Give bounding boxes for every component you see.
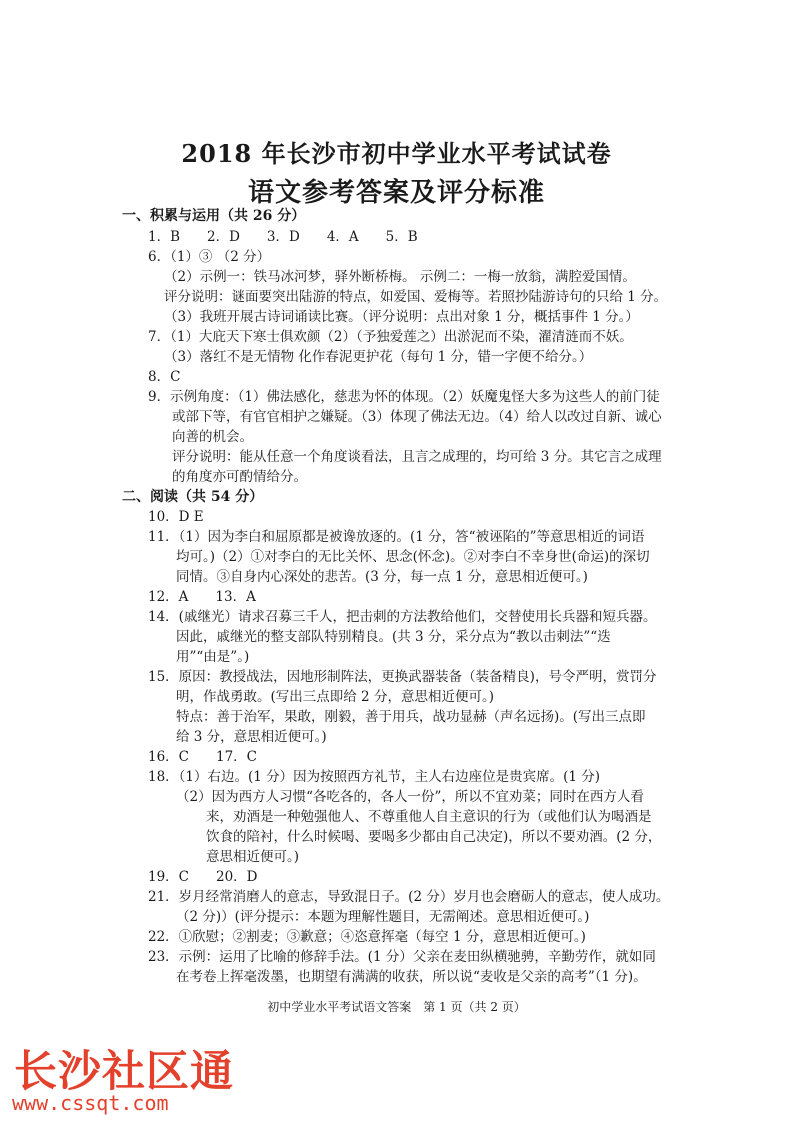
answer-line: 意思相近便可。) [206, 849, 300, 865]
answer-line: 7．（1）大庇天下寒士俱欢颜（2）（予独爱莲之）出淤泥而不染，濯清涟而不妖。 [148, 329, 633, 345]
page-subtitle: 语文参考答案及评分标准 [247, 178, 545, 208]
answer-line: 14．(戚继光）请求召募三千人，把击刺的方法教给他们，交替使用长兵器和短兵器。 [148, 609, 657, 625]
answer-line: 11．（1）因为李白和屈原都是被谗放逐的。(1 分，答“被诬陷的”等意思相近的词语 [148, 529, 645, 545]
answer-line: 15．原因：教授战法，因地形制阵法，更换武器装备（装备精良)，号令严明，赏罚分 [148, 669, 657, 685]
watermark-logo: 长沙社区通 [14, 1047, 234, 1097]
answer-line: 19．C 20．D [148, 869, 258, 885]
answer-line: 的角度亦可酌情给分。 [172, 469, 307, 485]
answer-line: 18．（1）右边。(1 分）因为按照西方礼节，主人右边座位是贵宾席。(1 分) [148, 769, 601, 785]
answer-line: 来，劝酒是一种勉强他人、不尊重他人自主意识的行为（或他们认为喝酒是 [206, 809, 652, 825]
answer-line: 给 3 分，意思相近便可。) [176, 729, 327, 745]
answer-line: 因此，戚继光的整支部队特别精良。(共 3 分，采分点为“教以击刺法”“迭 [176, 629, 611, 645]
answer-line: （2 分)）(评分提示：本题为理解性题目，无需阐述。意思相近便可。) [176, 909, 590, 925]
answer-line: 用”“由是”。) [176, 649, 250, 665]
answer-line: 1．B 2．D 3．D 4．A 5．B [148, 229, 418, 245]
answer-line: 16．C 17．C [148, 749, 258, 765]
answer-line: （3）我班开展古诗词诵读比赛。（评分说明：点出对象 1 分，概括事件 1 分。） [164, 309, 639, 325]
section-heading: 一、积累与运用（共 26 分） [122, 208, 306, 224]
answer-line: 评分说明：谜面要突出陆游的特点，如爱国、爱梅等。若照抄陆游诗句的只给 1 分。 [164, 289, 668, 305]
answer-line: 12．A 13．A [148, 589, 256, 605]
answer-line: 8．C [148, 369, 181, 385]
answer-line: 在考卷上挥毫泼墨，也期望有满满的收获，所以说“麦收是父亲的高考”（1 分)。 [176, 969, 647, 985]
answer-line: 同情。③自身内心深处的悲苦。(3 分，每一点 1 分，意思相近便可。) [176, 569, 588, 585]
page-footer: 初中学业水平考试语文答案 第 1 页（共 2 页） [267, 1000, 526, 1014]
answer-line: 22．①欣慰；②割麦；③歉意；④恣意挥毫（每空 1 分，意思相近便可。) [148, 929, 586, 945]
answer-line: 或部下等，有官官相护之嫌疑。（3）体现了佛法无边。（4）给人以改过自新、诚心 [172, 409, 662, 425]
page-title: 2018 年长沙市初中学业水平考试试卷 [181, 139, 612, 168]
answer-line: 均可。)（2）①对李白的无比关怀、思念(怀念)。②对李白不幸身世(命运)的深切 [176, 549, 650, 565]
answer-line: 23．示例：运用了比喻的修辞手法。(1 分）父亲在麦田纵横驰骋，辛勤劳作，就如同 [148, 949, 656, 965]
answer-line: 21．岁月经常消磨人的意志，导致混日子。(2 分）岁月也会磨砺人的意志，使人成功。 [148, 889, 670, 905]
answer-line: （2）示例一：铁马冰河梦，驿外断桥梅。 示例二：一梅一放翁，满腔爱国情。 [164, 269, 636, 285]
section-heading: 二、阅读（共 54 分） [122, 489, 264, 505]
answer-line: 6．（1）③ （2 分） [148, 249, 271, 265]
answer-line: 饮食的陪衬，什么时候喝、要喝多少都由自己决定)，所以不要劝酒。(2 分， [206, 829, 662, 845]
answer-line: 明，作战勇敢。(写出三点即给 2 分，意思相近便可。) [176, 689, 494, 705]
answer-line: （3）落红不是无情物 化作春泥更护花（每句 1 分，错一字便不给分。） [164, 349, 593, 365]
answer-line: 10．D E [148, 509, 204, 525]
answer-line: （2）因为西方人习惯“各吃各的，各人一份”，所以不宜劝菜；同时在西方人看 [176, 789, 644, 805]
answer-line: 向善的机会。 [172, 429, 253, 445]
answer-line: 特点：善于治军，果敢，刚毅，善于用兵，战功显赫（声名远扬)。(写出三点即 [176, 709, 646, 725]
answer-line: 评分说明：能从任意一个角度谈看法，且言之成理的，均可给 3 分。其它言之成理 [172, 449, 662, 465]
watermark-url[interactable]: www.cssqt.com [12, 1091, 169, 1115]
answer-line: 9．示例角度：（1）佛法感化，慈悲为怀的体现。（2）妖魔鬼怪大多为这些人的前门徒 [148, 389, 660, 405]
